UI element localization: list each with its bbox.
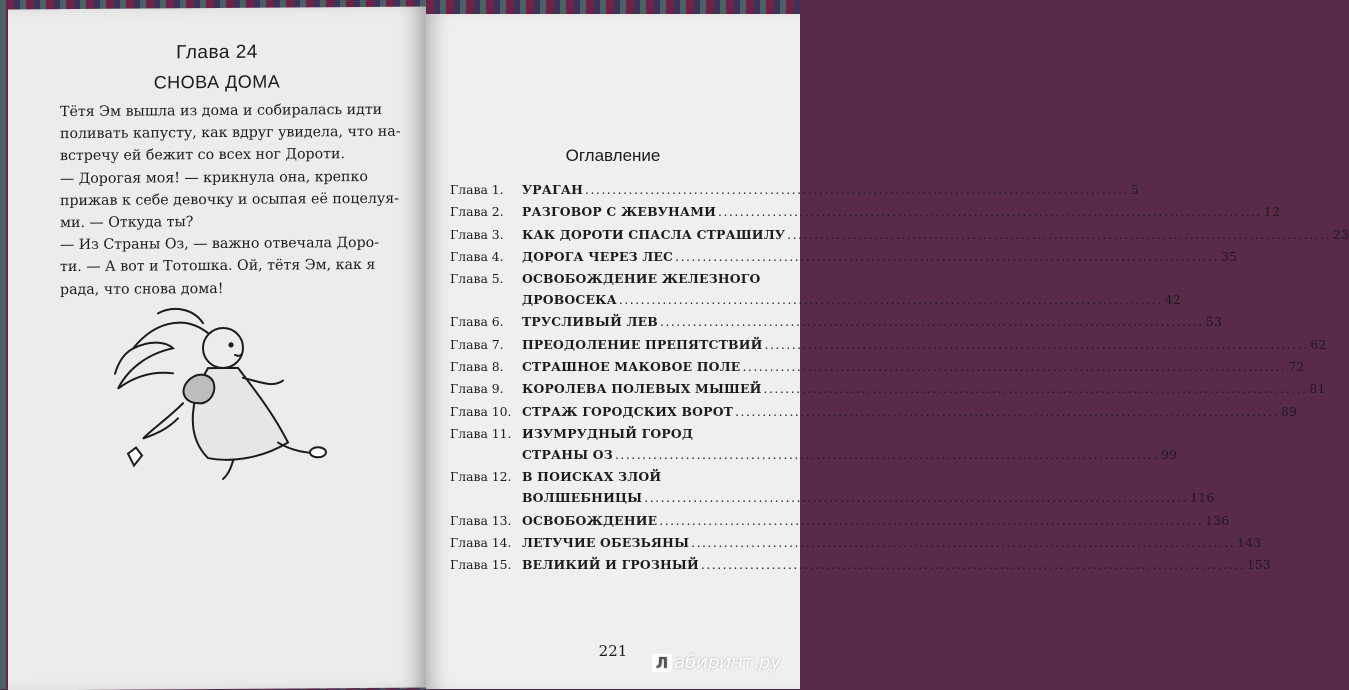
table-of-contents (450, 182, 1349, 579)
toc-page-number: 72 (1288, 359, 1305, 375)
toc-page-number: 12 (1263, 204, 1281, 220)
toc-title: ТРУСЛИВЫЙ ЛЕВ (522, 314, 658, 330)
dorothy-running-illustration (113, 292, 328, 484)
left-page (8, 7, 426, 690)
toc-chapter-prefix: Глава 5. (450, 271, 504, 287)
leader-dots (718, 204, 1262, 219)
toc-title-continued: ВОЛШЕБНИЦЫ (522, 490, 643, 506)
toc-entry (450, 425, 1177, 462)
toc-chapter-prefix: Глава 3. (450, 226, 504, 242)
toc-title: ЛЕТУЧИЕ ОБЕЗЬЯНЫ (522, 534, 690, 550)
toc-chapter-prefix: Глава 6. (450, 314, 504, 330)
leader-dots (787, 227, 1331, 242)
toc-page-number: 143 (1237, 534, 1262, 550)
toc-page-number: 153 (1246, 557, 1272, 573)
leader-dots (735, 404, 1279, 419)
toc-heading: Оглавление (565, 146, 661, 165)
leader-dots (659, 513, 1203, 528)
leader-dots (691, 535, 1235, 550)
toc-page-number: 62 (1310, 336, 1327, 352)
toc-title-continued: СТРАНЫ ОЗ (522, 446, 613, 462)
right-page (426, 14, 1349, 689)
toc-chapter-prefix: Глава 10. (450, 403, 512, 419)
toc-chapter-prefix: Глава 14. (450, 534, 512, 550)
toc-entry (450, 182, 1139, 197)
toc-entry (450, 469, 1215, 506)
toc-chapter-prefix: Глава 15. (450, 557, 512, 573)
toc-chapter-prefix: Глава 8. (450, 359, 504, 375)
leader-dots (764, 381, 1308, 396)
labirint-watermark (652, 652, 781, 673)
leader-dots (615, 447, 1159, 462)
toc-title: УРАГАН (522, 182, 584, 197)
toc-page-number: 81 (1309, 381, 1326, 397)
toc-title: ИЗУМРУДНЫЙ ГОРОД (522, 425, 694, 441)
toc-page-number: 23 (1333, 226, 1349, 242)
text-line: ти. — А вот и Тотошка. Ой, тётя Эм, как я (60, 257, 376, 276)
toc-entry (450, 314, 1223, 330)
toc-entry (450, 248, 1238, 264)
toc-page-number: 42 (1164, 292, 1181, 308)
chapter-title: СНОВА ДОМА (153, 71, 281, 93)
text-line: рада, что снова дома! (60, 280, 224, 298)
toc-title: РАЗГОВОР С ЖЕВУНАМИ (522, 204, 717, 220)
chapter-text (60, 99, 412, 301)
toc-title: СТРАШНОЕ МАКОВОЕ ПОЛЕ (522, 359, 741, 375)
toc-entry (450, 226, 1349, 242)
toc-entry (450, 403, 1298, 419)
toc-title: ПРЕОДОЛЕНИЕ ПРЕПЯТСТВИЙ (522, 336, 763, 352)
leader-dots (742, 359, 1286, 374)
text-line: ми. — Откуда ты? (60, 214, 194, 232)
leader-dots (701, 557, 1245, 572)
text-line: поливать капусту, как вдруг увидела, что на- (60, 123, 401, 143)
leader-dots (660, 314, 1204, 329)
toc-title: КОРОЛЕВА ПОЛЕВЫХ МЫШЕЙ (522, 381, 762, 397)
labirint-logo-icon: Л (652, 654, 672, 672)
chapter-number: Глава 24 (176, 41, 258, 64)
toc-entry (450, 271, 1181, 308)
toc-title: ОСВОБОЖДЕНИЕ ЖЕЛЕЗНОГО (522, 271, 761, 287)
toc-chapter-prefix: Глава 9. (450, 381, 504, 397)
toc-entry (450, 512, 1230, 528)
watermark-text: абиринт.ру (674, 652, 782, 673)
toc-page-number: 136 (1205, 512, 1230, 528)
toc-entry (450, 557, 1272, 573)
leader-dots (644, 490, 1188, 505)
toc-entry (450, 336, 1327, 352)
toc-entry (450, 204, 1281, 220)
toc-page-number: 99 (1160, 446, 1177, 462)
leader-dots (675, 249, 1219, 264)
toc-title: В ПОИСКАХ ЗЛОЙ (522, 469, 662, 485)
leader-dots (619, 292, 1163, 307)
toc-title: ВЕЛИКИЙ И ГРОЗНЫЙ (522, 557, 699, 573)
toc-title: СТРАЖ ГОРОДСКИХ ВОРОТ (522, 403, 734, 419)
toc-chapter-prefix: Глава 1. (450, 182, 504, 197)
leader-dots (765, 337, 1309, 352)
text-line: прижав к себе девочку и осыпая её поцелуя- (60, 190, 399, 209)
toc-page-number: 116 (1190, 490, 1215, 506)
toc-page-number: 89 (1280, 403, 1298, 419)
toc-chapter-prefix: Глава 7. (450, 336, 504, 352)
toc-page-number: 35 (1221, 248, 1238, 264)
toc-chapter-prefix: Глава 12. (450, 469, 512, 485)
toc-chapter-prefix: Глава 13. (450, 512, 512, 528)
toc-title-continued: ДРОВОСЕКА (522, 292, 617, 308)
toc-chapter-prefix: Глава 4. (450, 248, 504, 264)
toc-entry (450, 381, 1326, 397)
text-line: встречу ей бежит со всех ног Дороти. (60, 146, 345, 165)
page-number: 221 (598, 642, 628, 660)
toc-title: КАК ДОРОТИ СПАСЛА СТРАШИЛУ (522, 226, 786, 242)
text-line: — Из Страны Оз, — важно отвечала Доро- (60, 235, 379, 254)
toc-title: ДОРОГА ЧЕРЕЗ ЛЕС (522, 248, 674, 264)
toc-entry (450, 534, 1262, 550)
leader-dots (585, 182, 1129, 197)
toc-page-number: 5 (1130, 182, 1139, 197)
text-line: Тётя Эм вышла из дома и собиралась идти (60, 101, 383, 121)
toc-page-number: 53 (1205, 314, 1223, 330)
toc-entry (450, 359, 1305, 375)
toc-chapter-prefix: Глава 2. (450, 204, 504, 220)
text-line: — Дорогая моя! — крикнула она, крепко (60, 168, 368, 187)
toc-chapter-prefix: Глава 11. (450, 425, 512, 441)
toc-title: ОСВОБОЖДЕНИЕ (522, 512, 658, 528)
